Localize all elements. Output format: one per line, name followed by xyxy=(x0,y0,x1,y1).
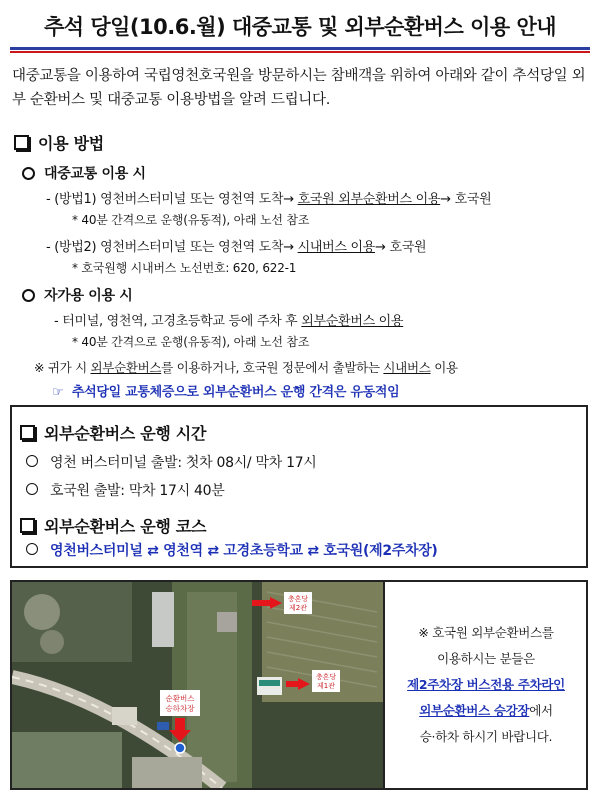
map-label-stop-line2: 승하차장 xyxy=(165,704,195,713)
public-transport-heading xyxy=(22,163,146,183)
side-line-5: 승·하차 하시기 바랍니다. xyxy=(419,729,553,744)
pointing-hand-icon: ☞ xyxy=(52,385,64,400)
car-line-link: 외부순환버스 이용 xyxy=(301,314,404,329)
method1-note: * 40분 간격으로 운행(유동적), 아래 노선 참조 xyxy=(72,213,310,227)
title-underline-blue xyxy=(10,47,590,50)
warning-text: 추석당일 교통체증으로 외부순환버스 운행 간격은 유동적임 xyxy=(71,385,400,400)
course-heading-label: 외부순환버스 운행 코스 xyxy=(44,517,207,536)
side-line-4-suffix: 에서 xyxy=(529,703,553,718)
title-underline-red xyxy=(10,51,590,53)
schedule-item-text: 영천 버스터미널 출발: 첫차 08시/ 막차 17시 xyxy=(50,455,317,471)
bus-stop-marker-icon xyxy=(175,743,185,753)
method2-prefix: - (방법2) 영천버스터미널 또는 영천역 도착→ xyxy=(46,240,298,255)
car-line-prefix: - 터미널, 영천역, 고경초등학교 등에 주차 후 xyxy=(54,314,302,329)
method2-link: 시내버스 이용 xyxy=(297,240,376,255)
map-label-hall2-line1: 충혼당 xyxy=(287,595,309,603)
usage-heading-label: 이용 방법 xyxy=(38,134,104,153)
return-link-shuttle: 외부순환버스 xyxy=(90,360,162,375)
map-label-hall2-line2: 제2관 xyxy=(289,604,307,612)
circle-bullet-icon xyxy=(22,167,35,180)
method2-line xyxy=(46,236,426,255)
course-route-text: 영천버스터미널 ⇄ 영천역 ⇄ 고경초등학교 ⇄ 호국원(제2주차장) xyxy=(50,543,438,559)
schedule-item-text: 호국원 출발: 막차 17시 40분 xyxy=(50,483,225,499)
checkbox-square-icon xyxy=(14,135,29,150)
side-notice xyxy=(388,620,584,750)
method1-line xyxy=(46,188,491,207)
method2-suffix: → 호국원 xyxy=(375,240,427,255)
circle-bullet-icon xyxy=(22,289,35,302)
schedule-heading xyxy=(20,421,206,444)
schedule-item-hoguk xyxy=(26,480,224,500)
car-note: * 40분 간격으로 운행(유동적), 아래 노선 참조 xyxy=(72,335,310,349)
car-line xyxy=(54,310,403,329)
page-title: 추석 당일(10.6.월) 대중교통 및 외부순환버스 이용 안내 xyxy=(43,15,557,39)
public-transport-label: 대중교통 이용 시 xyxy=(44,166,146,182)
usage-section-heading xyxy=(14,131,104,154)
side-line-2: 이용하시는 분들은 xyxy=(437,651,535,666)
aerial-map-image xyxy=(12,582,383,788)
frame-divider xyxy=(383,580,385,790)
circle-bullet-icon xyxy=(26,543,38,555)
side-line-1: ※ 호국원 외부순환버스를 xyxy=(418,625,554,640)
car-label: 자가용 이용 시 xyxy=(44,288,133,304)
method2-note: * 호국원행 시내버스 노선번호: 620, 622-1 xyxy=(72,261,297,275)
circle-bullet-icon xyxy=(26,455,38,467)
intro-text: 대중교통을 이용하여 국립영천호국원을 방문하시는 참배객을 위하여 아래와 같이 추석당일 외부 순환버스 및 대중교통 이용방법을 알려 드립니다. xyxy=(12,68,586,108)
map-label-hall1-line1: 충혼당 xyxy=(315,673,337,681)
return-note-b: 를 이용하거나, 호국원 정문에서 출발하는 xyxy=(161,360,384,375)
map-label-stop-line1: 순환버스 xyxy=(165,694,195,703)
schedule-item-terminal xyxy=(26,452,317,472)
return-link-citybus: 시내버스 xyxy=(383,360,431,375)
method1-suffix: → 호국원 xyxy=(440,192,492,207)
checkbox-square-icon xyxy=(20,518,35,533)
map-label-hall1-line2: 제1관 xyxy=(317,682,335,690)
method1-link: 호국원 외부순환버스 이용 xyxy=(297,192,441,207)
warning-line xyxy=(52,381,399,400)
return-note-c: 이용 xyxy=(430,360,458,375)
side-line-3: 제2주차장 버스전용 주차라인 xyxy=(407,677,565,692)
side-line-4-highlight: 외부순환버스 승강장 xyxy=(419,703,530,718)
return-note-a: ※ 귀가 시 xyxy=(34,360,91,375)
checkbox-square-icon xyxy=(20,425,35,440)
car-heading xyxy=(22,285,133,305)
schedule-heading-label: 외부순환버스 운행 시간 xyxy=(44,424,207,443)
method1-prefix: - (방법1) 영천버스터미널 또는 영천역 도착→ xyxy=(46,192,298,207)
course-route xyxy=(26,540,438,560)
circle-bullet-icon xyxy=(26,483,38,495)
return-note xyxy=(34,358,458,376)
course-heading xyxy=(20,514,206,537)
